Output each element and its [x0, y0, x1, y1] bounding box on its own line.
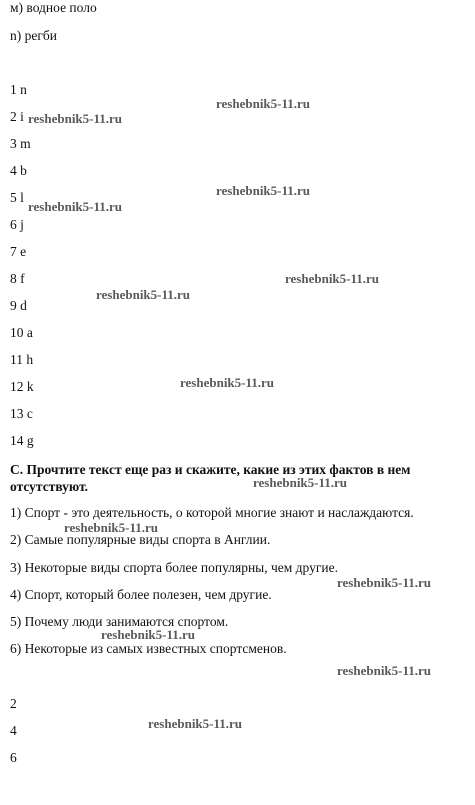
watermark: reshebnik5-11.ru — [337, 663, 432, 678]
fact-item-1: 1) Спорт - это деятельность, о которой многие знают и наслаждаются. — [10, 505, 414, 520]
answer-13: 13 c — [10, 406, 33, 421]
option-m: м) водное поло — [10, 0, 97, 15]
fact-item-6: 6) Некоторые из самых известных спортсменов. — [10, 641, 287, 656]
answer-1: 1 n — [10, 82, 27, 97]
section-c-answer-1: 2 — [10, 696, 17, 711]
watermark: reshebnik5-11.ru — [96, 287, 191, 302]
answer-14: 14 g — [10, 433, 34, 448]
watermark: reshebnik5-11.ru — [101, 627, 196, 642]
answer-6: 6 j — [10, 217, 24, 232]
answer-5: 5 l — [10, 190, 24, 205]
answer-12: 12 k — [10, 379, 34, 394]
watermark: reshebnik5-11.ru — [64, 520, 159, 535]
watermark: reshebnik5-11.ru — [216, 96, 311, 111]
answer-8: 8 f — [10, 271, 25, 286]
watermark: reshebnik5-11.ru — [28, 111, 123, 126]
fact-item-4: 4) Спорт, который более полезен, чем другие. — [10, 587, 272, 602]
watermark: reshebnik5-11.ru — [216, 183, 311, 198]
section-c-heading: C. Прочтите текст еще раз и скажите, какие из этих фактов в нем отсутствуют. — [10, 462, 411, 494]
fact-item-3: 3) Некоторые виды спорта более популярны, чем другие. — [10, 560, 339, 575]
section-c-answer-3: 6 — [10, 750, 17, 765]
option-n: n) регби — [10, 28, 57, 43]
watermark: reshebnik5-11.ru — [337, 575, 432, 590]
fact-item-2: 2) Самые популярные виды спорта в Англии. — [10, 532, 271, 547]
fact-item-5: 5) Почему люди занимаются спортом. — [10, 614, 229, 629]
answer-10: 10 a — [10, 325, 33, 340]
watermark: reshebnik5-11.ru — [285, 271, 380, 286]
watermark: reshebnik5-11.ru — [253, 475, 348, 490]
answer-11: 11 h — [10, 352, 34, 367]
answer-4: 4 b — [10, 163, 27, 178]
answer-2: 2 i — [10, 109, 24, 124]
section-c-answer-2: 4 — [10, 723, 17, 738]
answer-7: 7 e — [10, 244, 27, 259]
answer-3: 3 m — [10, 136, 31, 151]
watermark: reshebnik5-11.ru — [148, 716, 243, 731]
watermark: reshebnik5-11.ru — [180, 375, 275, 390]
watermark: reshebnik5-11.ru — [28, 199, 123, 214]
answer-9: 9 d — [10, 298, 27, 313]
